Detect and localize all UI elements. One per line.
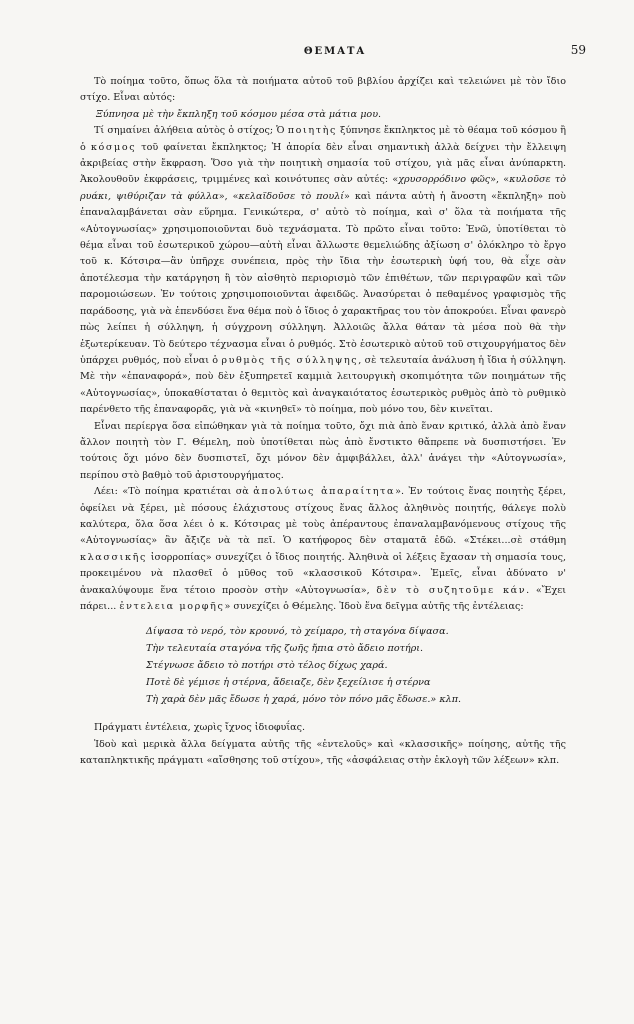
text-run: », « — [490, 174, 510, 186]
paragraph-conclusion — [80, 720, 566, 736]
paragraph-themelis — [80, 419, 566, 485]
poem-line: Στέγνωσε ἄδειο τὸ ποτήρι στὸ τέλος δίχως χαρά. — [146, 660, 388, 672]
spaced-emphasis: κλασσικῆς — [80, 551, 147, 563]
italic-quote: κελαϊδοῦσε τὸ πουλί — [238, 190, 345, 202]
spaced-emphasis: ποιητὴς — [287, 125, 337, 137]
italic-quote: χρυσορρόδινο φῶς — [398, 174, 491, 186]
text-run: . «Ἔχει πάρει... — [80, 584, 567, 612]
spaced-emphasis: ρυθμὸς τῆς σύλληψης — [221, 354, 359, 366]
quoted-verse — [80, 107, 566, 123]
paragraph-critique — [80, 484, 566, 615]
spaced-emphasis: κόσμος — [90, 141, 137, 153]
page-header — [84, 40, 586, 60]
poem-line: Ποτὲ δὲ γέμισε ἡ στέρνα, ἄδειαζε, δὲν ξεχείλισε ἡ στέρνα — [146, 677, 431, 689]
text-run: ἰσορροπίας» συνεχίζει ὁ ἴδιος ποιητής. Ἀληθινὰ οἱ λέξεις ἔχασαν τὴ σημασία τους, προκειμένου νὰ πλασθεῖ ὁ μῦθος τοῦ «κλασσικοῦ Κότσιρα». Ἐμεῖς, εἶναι ἀδύνατο ν' ἀνακαλύψουμε ἕνα τέτοιο προσὸν στὴν «Αὐτογνωσία», — [80, 551, 566, 596]
text-run: Ξύπνησα μὲ τὴν ἔκπληξη τοῦ κόσμου μέσα στὰ μάτια μου. — [96, 108, 382, 120]
text-run: ». Ἐν τούτοις ἕνας ποιητὴς ξέρει, ὀφείλει νὰ ξέρει, μὲ πόσους ἐλάχιστους στίχους ἕνας ἄλλος ἀληθινὸς ποιητής, θάλεγε πολὺ καλύτερα, ὅλα ὅσα λέει ὁ κ. Κότσιρας μὲ τοὺς ἀπέραντους ἐπαναλαμβανόμενους στίχους τῆς «Αὐτογνωσίας» ἂν ἄξιζε νὰ τὰ πεῖ. Ὁ κατήφορος δὲν σταματᾶ ἐδῶ. «Στέκει...σὲ στάθμη — [80, 486, 566, 547]
poem-line: Τὴ χαρὰ δὲν μᾶς ἔδωσε ἡ χαρά, μόνο τὸν πόνο μᾶς ἔδωσε.» κλπ. — [146, 694, 462, 706]
text-run: », « — [218, 190, 239, 202]
spaced-emphasis: δὲν τὸ συζητοῦμε κάν — [376, 584, 527, 596]
paragraph-examples — [80, 737, 566, 770]
text-run: , σὲ τελευταία ἀνάλυση ἡ ἴδια ἡ σύλληψη. Μὲ τὴν «ἐπαναφορά», ποὺ δὲν ἐξυπηρετεῖ καμμιὰ λειτουργικὴ σκοπιμότητα τῶν ποιημάτων τῆς «Αὐτογνωσίας», ὑποκαθίσταται ὁ θεμιτὸς καὶ ἀναγκαιότατος ἐσωτερικὸς ρυθμὸς ἀπὸ τὸ ρυθμικὸ παρένθετο τῆς ἐπαναφορᾶς, γιὰ νὰ «κινηθεῖ» τὸ ποίημα, ποὺ μόνο του, δὲν κινεῖται. — [80, 354, 566, 416]
paragraph-intro — [80, 74, 566, 107]
page-number: 59 — [570, 43, 586, 57]
spaced-emphasis: ἀπολύτως ἀπαραίτητα — [253, 486, 396, 498]
poem-excerpt — [80, 623, 566, 708]
text-run: » καὶ πάντα αὐτὴ ἡ ἄνοστη «ἔκπληξη» ποὺ ἐπαναλαμβάνεται σὰν εὕρημα. Γενικώτερα, σ' αὐτὸ τὸ ποίημα, καὶ σ' ὅλα τὰ ποιήματα τῆς «Αὐτογνωσίας» χρησιμοποιοῦνται δυὸ τεχνάσματα. Τὸ πρῶτο εἶναι τοῦτο: Ἐνῶ, ὑποτίθεται τὸ θέμα εἶναι τοῦ ἐσωτερικοῦ χώρου—αὐτὴ εἶναι ἄλλωστε θεμελιώδης ἀξίωση σ' ὁλόκληρο τὸ ἔργο τοῦ κ. Κότσιρα—ἂν ὑπῆρχε συνέπεια, πρὸς τὴν ἴδια τὴν ἐσωτερικὴ ὑφή του, θὰ εἶχε σὰν ἀποτέλεσμα τὴν κατάργηση ἢ τὸν αἰσθητὸ περιορισμὸ τῶν ἐπιθέτων, τῶν περιγραφῶν καὶ τῶν παρομοιώσεων. Ἐν τούτοις χρησιμοποιοῦνται ἀφειδῶς. Ἀνασύρεται ὁ πεθαμένος γραφισμὸς τῆς παράδοσης, γιὰ νὰ ἐπενδύσει ἕνα θέμα ποὺ ὁ ἴδιος ὁ χαρακτῆρας του τὸν ἀποκρούει. Εἶναι φανερὸ πὼς λείπει ἡ σύλληψη, ἡ σύγχρονη σύλληψη. Ἀλλοιῶς ἄλλα θάταν τὰ μέσα ποὺ θὰ τὴν ἐξωτερίκευαν. Τὸ δεύτερο τέχνασμα εἶναι ὁ ρυθμός. Στὸ ἐσωτερικὸ αὐτοῦ τοῦ στιχουργήματος δὲν ὑπάρχει ρυθμός, ποὺ εἶναι ὁ — [80, 190, 567, 366]
paragraph-analysis — [80, 123, 566, 418]
text-run: Εἶναι περίεργα ὅσα εἰπώθηκαν γιὰ τὰ ποίημα τοῦτο, ὄχι πιὰ ἀπὸ ἕναν κριτικό, ἀλλὰ ἀπὸ ἕναν ἄλλον ποιητὴ τὸν Γ. Θέμελη, ποὺ ὑποτίθεται πὼς ἀπὸ ἔνστικτο θἄπρεπε νὰ δυσπιστήσει. Ἐν τούτοις ὄχι μόνο δὲν δυσπιστεῖ, ὄχι μόνον δὲν ἀμφιβάλλει, ἀλλ' ἀνάγει τὴν «Αὐτογνωσία», περίπου στὸ βαθμὸ τοῦ ἀριστουργήματος. — [80, 420, 566, 481]
body-text — [80, 74, 566, 770]
text-run: Λέει: «Τὸ ποίημα κρατιέται σὰ — [94, 486, 254, 498]
poem-line: Δίψασα τὸ νερό, τὸν κρουνό, τὸ χείμαρο, τὴ σταγόνα δίψασα. — [146, 626, 449, 638]
text-run: Τί σημαίνει ἀλήθεια αὐτὸς ὁ στίχος; Ὁ — [94, 125, 288, 137]
text-run: τοῦ φαίνεται ἔκπληκτος; Ἡ ἀπορία δὲν εἶναι σημαντικὴ ἀλλὰ δείχνει τὴν ἔλλειψη ἀκριβείας στὴν ἔκφραση. Ὅσο γιὰ τὴν ποιητικὴ σημασία τοῦ στίχου, γιὰ μᾶς εἶναι ἀνύπαρκτη. Ἀκολουθοῦν ἐκφράσεις, τριμμένες καὶ κοινότυπες σὰν αὐτές: « — [80, 141, 566, 186]
text-run: Πράγματι ἐντέλεια, χωρὶς ἴχνος ἰδιοφυΐας. — [94, 722, 306, 734]
text-run: Τὸ ποίημα τοῦτο, ὅπως ὅλα τὰ ποιήματα αὐτοῦ τοῦ βιβλίου ἀρχίζει καὶ τελειώνει μὲ τὸν ἴδιο στίχο. Εἶναι αὐτός: — [80, 76, 566, 104]
running-title: ΘΕΜΑΤΑ — [303, 46, 367, 57]
text-run: Ἰδοὺ καὶ μερικὰ ἄλλα δείγματα αὐτῆς τῆς «ἐντελοῦς» καὶ «κλασσικῆς» ποίησης, αὐτῆς τῆς καταπληκτικῆς πράγματι «αἴσθησης τοῦ στίχου», τῆς «ἀσφάλειας στὴν ἐκλογὴ τῶν λέξεων» κλπ. — [80, 738, 566, 767]
poem-line: Τὴν τελευταία σταγόνα τῆς ζωῆς ἤπια στὸ ἄδειο ποτήρι. — [146, 643, 424, 655]
italic-quote: κυλοῦσε τὸ ρυάκι, ψιθύριζαν τὰ φύλλα — [80, 174, 566, 202]
text-run: ξύπνησε ἔκπληκτος μὲ τὸ θέαμα τοῦ κόσμου ἢ ὁ — [80, 125, 566, 153]
text-run: » συνεχίζει ὁ Θέμελης. Ἰδοὺ ἕνα δεῖγμα αὐτῆς τῆς ἐντέλειας: — [224, 601, 524, 612]
spaced-emphasis: ἐντελεια μορφῆς — [119, 601, 225, 612]
